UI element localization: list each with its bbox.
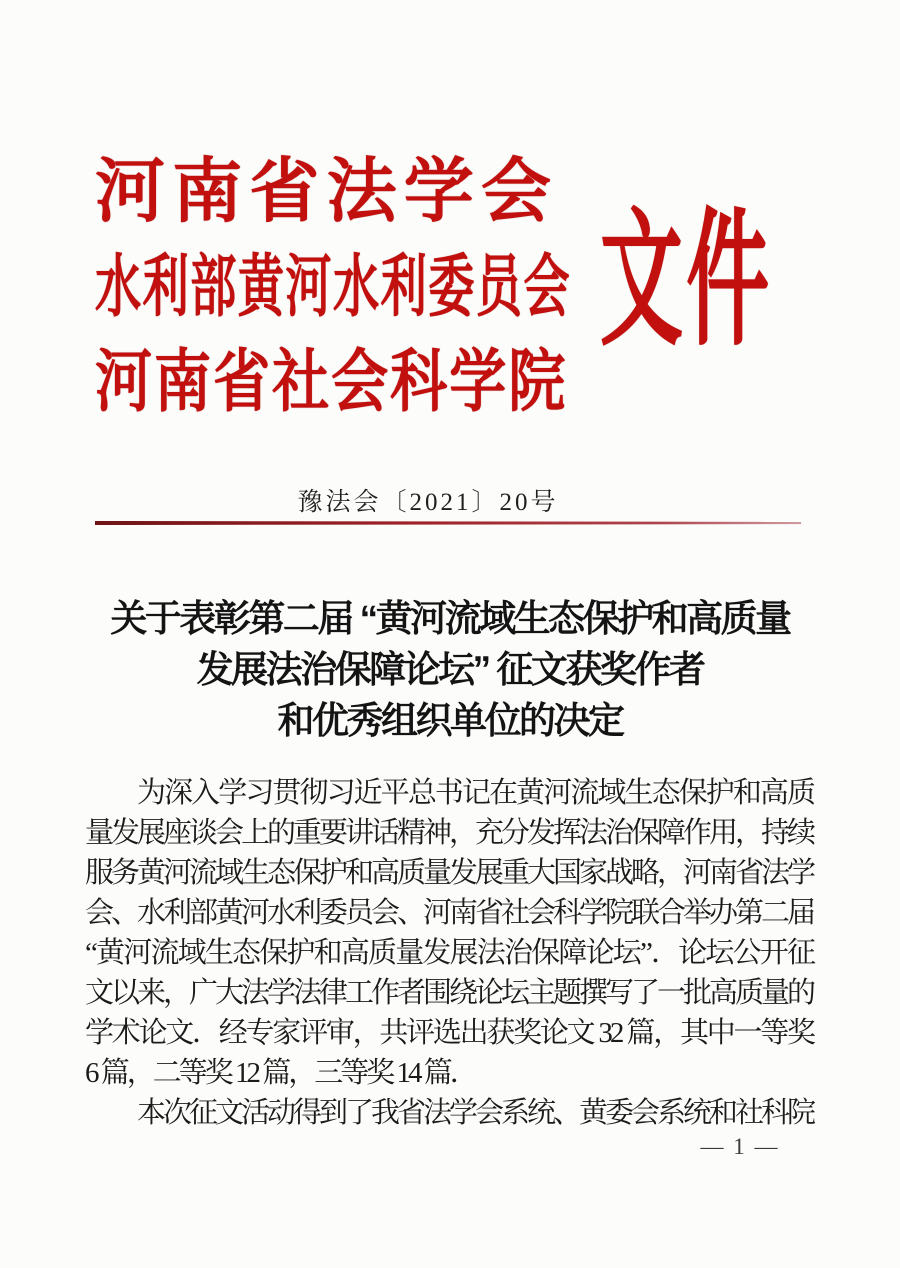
body-line: 量发展座谈会上的重要讲话精神，充分发挥法治保障作用，持续 <box>85 817 814 849</box>
org-name-line-3: 河 南 省 社 会 科 学 院 <box>95 344 566 420</box>
body-line: 会、水利部黄河水利委员会、河南省社会科学院联合举办第二届 <box>85 897 814 929</box>
body-line: 文以来，广大法学法律工作者围绕论坛主题撰写了一批高质量的 <box>85 977 814 1009</box>
page-number: — 1 — <box>700 1134 780 1159</box>
body-line: 服务黄河流域生态保护和高质量发展重大国家战略，河南省法学 <box>85 857 814 889</box>
body-line: 为深入学习贯彻习近平总书记在黄河流域生态保护和高质 <box>137 777 813 809</box>
title-line-3: 和优秀组织单位的决定 <box>277 700 623 741</box>
document-word: 文件 <box>600 200 773 364</box>
title-line-2: 发展法治保障论坛” 征文获奖作者 <box>196 649 704 690</box>
org-name-line-2: 水 利 部 黄 河 水 利 委 员 会 <box>95 249 570 325</box>
document-number: 豫法会〔2021〕20号 <box>297 489 559 516</box>
body-line: “黄河流域生态保护和高质量发展法治保障论坛”．论坛公开征 <box>85 937 813 969</box>
org-name-line-1: 河 南 省 法 学 会 <box>95 154 551 231</box>
body-line: 学术论文．经专家评审，共评选出获奖论文 32 篇，其中一等奖 <box>85 1017 813 1049</box>
document-body <box>85 773 813 1133</box>
title-line-1: 关于表彰第二届 “黄河流域生态保护和高质量 <box>110 598 790 639</box>
body-line-paragraph-end: 6 篇，二等奖 12 篇，三等奖 14 篇． <box>85 1057 476 1089</box>
body-line: 本次征文活动得到了我省法学会系统、黄委会系统和社科院 <box>137 1097 814 1129</box>
document-title <box>10 593 890 746</box>
red-separator-line <box>95 521 801 525</box>
